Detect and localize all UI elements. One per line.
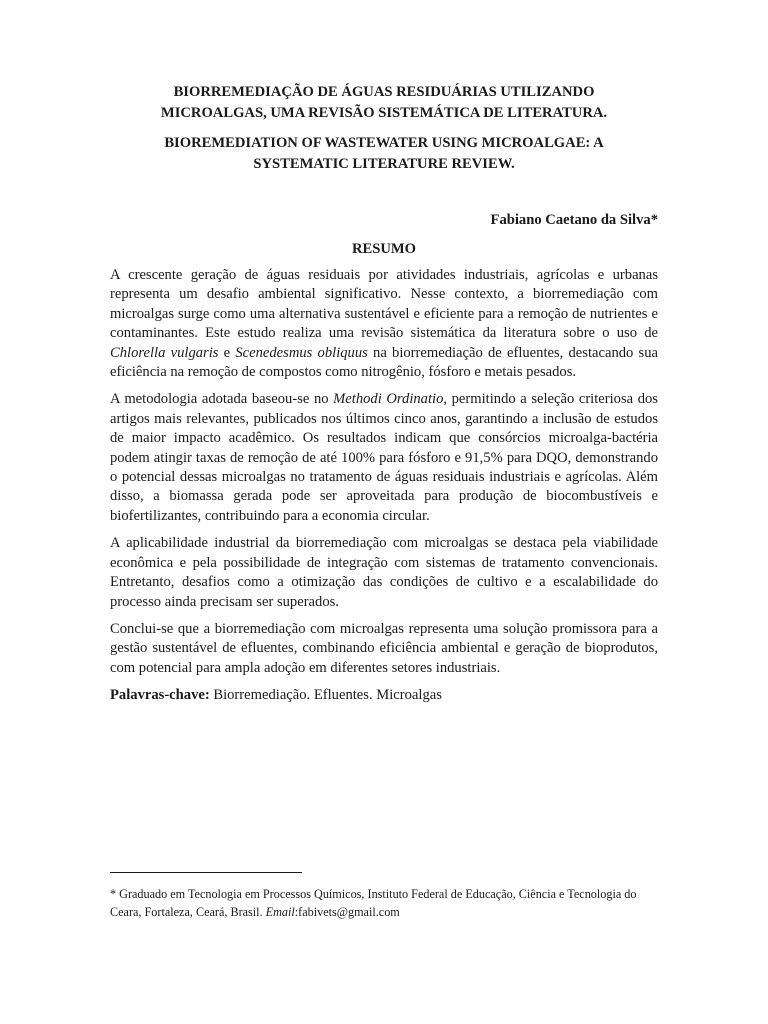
- abstract-paragraph-4: Conclui-se que a biorremediação com microalgas representa uma solução promissora para a gestão sustentável de efluentes, combinando eficiência ambiental e geração de bioprodutos, com potencial para ampla adoção em diferentes setores industriais.: [110, 620, 658, 676]
- title-english-line-2: SYSTEMATIC LITERATURE REVIEW.: [253, 156, 515, 172]
- abstract-paragraph-2: [110, 390, 658, 526]
- title-portuguese-line-2: MICROALGAS, UMA REVISÃO SISTEMÁTICA DE LITERATURA.: [160, 105, 608, 121]
- abstract-paragraph-1: [110, 266, 658, 382]
- title-portuguese-line-1: BIORREMEDIAÇÃO DE ÁGUAS RESIDUÁRIAS UTILIZANDO: [173, 84, 595, 100]
- title-english-line-1: BIOREMEDIATION OF WASTEWATER USING MICROALGAE: A: [164, 135, 604, 151]
- footnote-divider: [110, 872, 302, 873]
- title-english: [110, 133, 658, 175]
- abstract-paragraph-3: A aplicabilidade industrial da biorremediação com microalgas se destaca pela viabilidade econômica e pela possibilidade de integração com sistemas de tratamento convencionais. Entretanto, desafios como a otimização das condições de cultivo e a escalabilidade do processo ainda precisam ser superados.: [110, 535, 658, 610]
- keywords-value: Biorremediação. Efluentes. Microalgas: [209, 687, 442, 704]
- paragraph-1-text-b: na biorremediação de efluentes, destacando sua eficiência na remoção de compostos como nitrogênio, fósforo e metais pesados.: [110, 344, 659, 381]
- abstract-heading: RESUMO: [351, 241, 417, 257]
- keywords-label: Palavras-chave:: [110, 687, 210, 704]
- species-name-chlorella: Chlorella vulgaris: [110, 344, 219, 361]
- paragraph-2-text-b: , permitindo a seleção criteriosa dos artigos mais relevantes, publicados nos últimos cinco anos, garantindo a inclusão de estudos de maior impacto acadêmico. Os resultados indicam que consórcios microalga-bactéria podem atingir taxas de remoção de até 100% para fósforo e 91,5% para DQO, demonstrando o potencial dessas microalgas no tratamento de águas residuais industriais e agrícolas. Além disso, a biomassa gerada pode ser aproveitada para produção de biocombustíveis e biofertilizantes, contribuindo para a economia circular.: [110, 391, 658, 524]
- abstract-body: [110, 266, 658, 714]
- footnote-email: :fabivets@gmail.com: [294, 905, 400, 919]
- keywords-line: [110, 686, 658, 705]
- method-name: Methodi Ordinatio: [333, 391, 444, 408]
- paragraph-1-connector: e: [218, 344, 236, 361]
- footnote-text: * Graduado em Tecnologia em Processos Químicos, Instituto Federal de Educação, Ciência e Tecnologia do Ceara, Fortaleza, Ceará, Brasil.: [110, 887, 637, 919]
- paragraph-2-text-a: A metodologia adotada baseou-se no: [110, 391, 334, 408]
- author-name: Fabiano Caetano da Silva*: [490, 212, 658, 228]
- paragraph-1-text-a: A crescente geração de águas residuais por atividades industriais, agrícolas e urbanas representa um desafio ambiental significativo. Nesse contexto, a biorremediação com microalgas surge como uma alternativa sustentável e eficiente para a remoção de nutrientes e contaminantes. Este estudo realiza uma revisão sistemática da literatura sobre o uso de: [110, 267, 658, 342]
- title-portuguese: [110, 82, 658, 124]
- species-name-scenedesmus: Scenedesmus obliquus: [235, 344, 368, 361]
- footnote-email-label: Email: [265, 905, 295, 919]
- footnote: [110, 885, 658, 921]
